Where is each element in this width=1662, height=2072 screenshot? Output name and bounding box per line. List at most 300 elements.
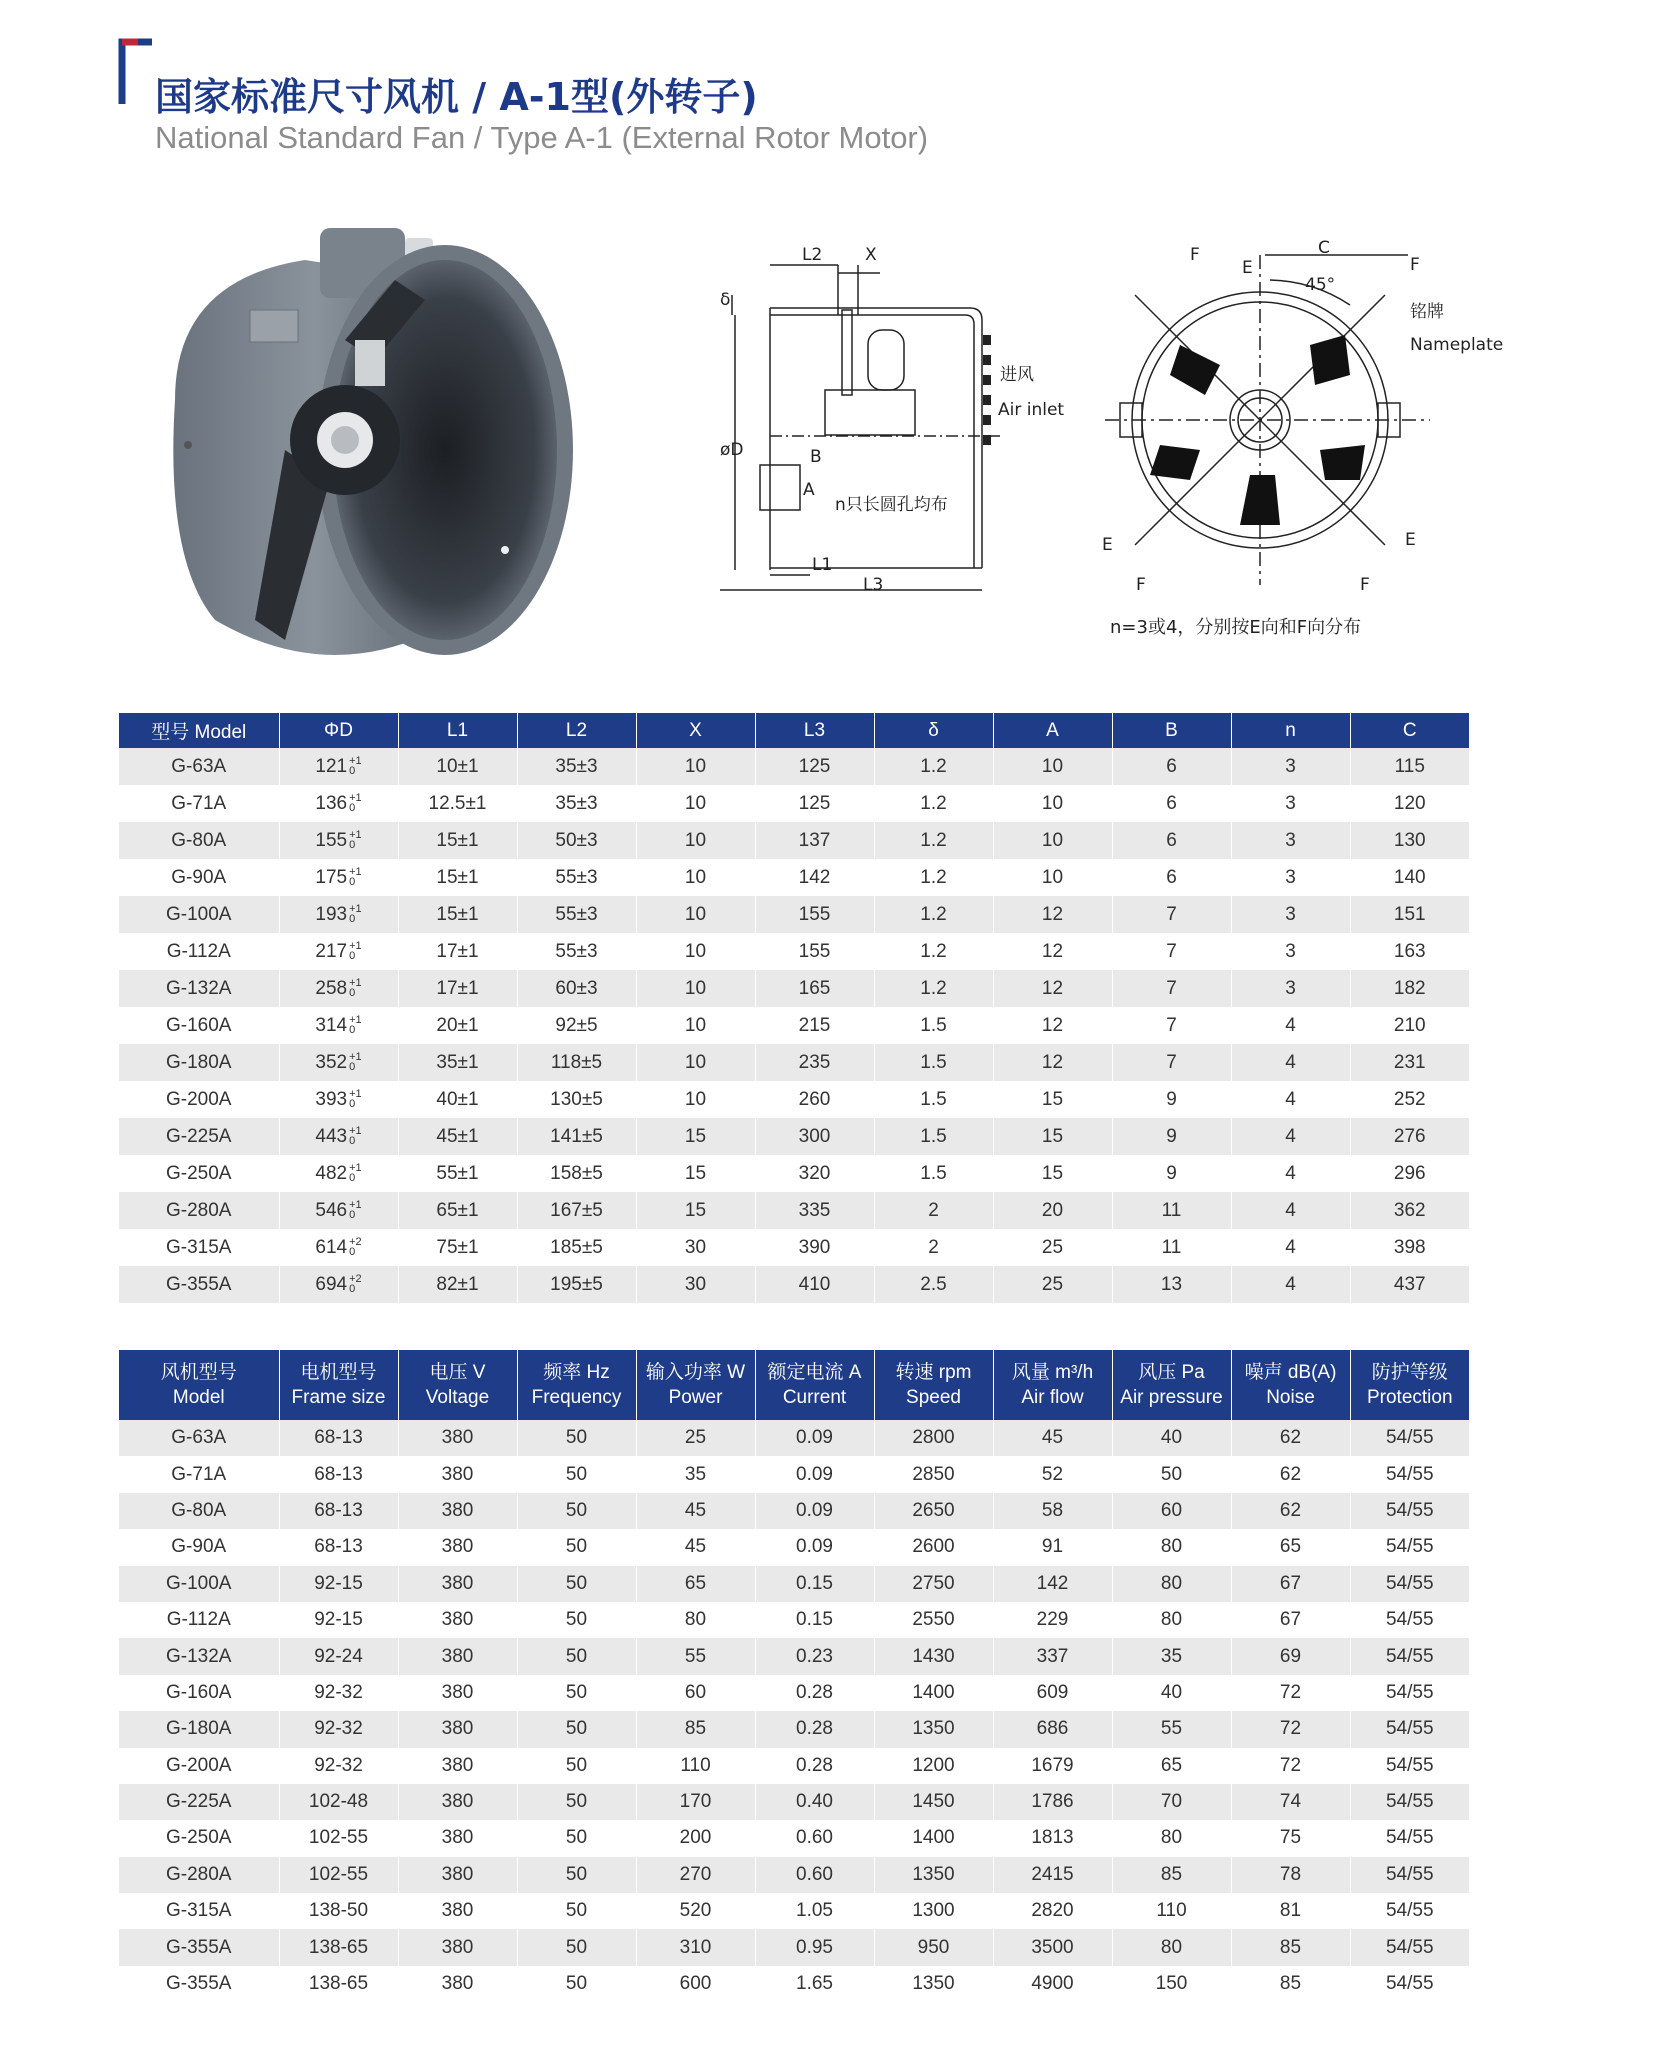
diameter-tolerance: +1 0 (349, 1199, 362, 1222)
table-cell-n: 3 (1231, 748, 1350, 785)
header-label-en: Voltage (425, 1387, 490, 1408)
table-cell-a: 10 (993, 859, 1112, 896)
table-cell: 92-15 (279, 1602, 398, 1638)
table-cell-x: 10 (636, 970, 755, 1007)
table-cell-l3: 165 (755, 970, 874, 1007)
table-cell: 380 (398, 1820, 517, 1856)
table-cell-d (279, 1266, 398, 1303)
diameter-value: 217 (315, 940, 348, 962)
table-cell: 138-65 (279, 1929, 398, 1965)
dim-label-l3: L3 (863, 575, 884, 595)
diameter-value: 175 (315, 866, 348, 888)
table-cell-b: 7 (1112, 1007, 1231, 1044)
column-header (636, 1350, 755, 1420)
direction-f-bottom-right: F (1360, 575, 1370, 595)
diameter-value: 614 (315, 1236, 348, 1258)
table-cell-d (279, 1229, 398, 1266)
table-cell: 1679 (993, 1748, 1112, 1784)
table-cell-l1: 35±1 (398, 1044, 517, 1081)
table-cell-l1: 20±1 (398, 1007, 517, 1044)
table-cell-b: 9 (1112, 1118, 1231, 1155)
column-header: B (1112, 713, 1231, 748)
table-cell: 72 (1231, 1675, 1350, 1711)
table-cell-l2: 130±5 (517, 1081, 636, 1118)
table-cell: G-180A (119, 1711, 279, 1747)
table-cell: 170 (636, 1784, 755, 1820)
diameter-tolerance: +1 0 (349, 755, 362, 778)
direction-f-top-right: F (1410, 255, 1420, 275)
table-cell: 54/55 (1350, 1493, 1469, 1529)
header-label-cn: 噪声 dB(A) (1244, 1362, 1337, 1383)
table-cell-l2: 55±3 (517, 859, 636, 896)
column-header (1350, 1350, 1469, 1420)
table-cell-x: 15 (636, 1155, 755, 1192)
table-cell-model: G-180A (119, 1044, 279, 1081)
table-cell: 2415 (993, 1857, 1112, 1893)
table-cell: 50 (517, 1566, 636, 1602)
table-cell-b: 7 (1112, 933, 1231, 970)
table-cell-d (279, 970, 398, 1007)
table-cell-l2: 35±3 (517, 785, 636, 822)
table-cell: 68-13 (279, 1493, 398, 1529)
table-cell-l1: 17±1 (398, 933, 517, 970)
table-cell-delta: 1.5 (874, 1081, 993, 1118)
column-header (755, 1350, 874, 1420)
table-cell: 85 (1231, 1929, 1350, 1965)
table-cell: 80 (1112, 1929, 1231, 1965)
table-cell-c: 252 (1350, 1081, 1469, 1118)
table-cell-a: 12 (993, 933, 1112, 970)
table-cell-x: 10 (636, 748, 755, 785)
side-view-drawing (720, 240, 1080, 610)
table-cell: 60 (636, 1675, 755, 1711)
table-cell: 110 (636, 1748, 755, 1784)
direction-e-top: E (1242, 258, 1253, 278)
header-label-en: Noise (1266, 1387, 1315, 1408)
column-header: n (1231, 713, 1350, 748)
table-cell: 50 (517, 1493, 636, 1529)
table-cell: 200 (636, 1820, 755, 1856)
table-row (119, 970, 1469, 1007)
table-cell-d (279, 822, 398, 859)
table-cell-b: 7 (1112, 896, 1231, 933)
table-cell: 380 (398, 1602, 517, 1638)
table-cell: 270 (636, 1857, 755, 1893)
table-row (119, 1044, 1469, 1081)
table-cell-l2: 185±5 (517, 1229, 636, 1266)
table-cell-model: G-112A (119, 933, 279, 970)
table-cell-l3: 125 (755, 748, 874, 785)
column-header (398, 1350, 517, 1420)
table-cell-l1: 17±1 (398, 970, 517, 1007)
column-header (1231, 1350, 1350, 1420)
table-cell-l3: 410 (755, 1266, 874, 1303)
table-cell-d (279, 1192, 398, 1229)
table-cell: 50 (517, 1966, 636, 2002)
table-cell-c: 362 (1350, 1192, 1469, 1229)
table-cell: G-132A (119, 1638, 279, 1674)
table-cell-l3: 320 (755, 1155, 874, 1192)
table-cell-delta: 1.5 (874, 1118, 993, 1155)
table-cell: 0.09 (755, 1420, 874, 1456)
dimensions-table-header (119, 713, 1469, 748)
table-cell-a: 12 (993, 1007, 1112, 1044)
page-subtitle: National Standard Fan / Type A-1 (External Rotor Motor) (155, 120, 929, 155)
table-cell: 0.09 (755, 1456, 874, 1492)
distribution-note: n=3或4，分别按E向和F向分布 (1110, 617, 1362, 638)
column-header: δ (874, 713, 993, 748)
table-cell: G-160A (119, 1675, 279, 1711)
table-cell-model: G-315A (119, 1229, 279, 1266)
table-cell-c: 115 (1350, 748, 1469, 785)
table-cell: 0.60 (755, 1857, 874, 1893)
table-cell-a: 12 (993, 970, 1112, 1007)
table-cell: 102-55 (279, 1820, 398, 1856)
table-row (119, 1675, 1469, 1711)
table-cell-l3: 300 (755, 1118, 874, 1155)
table-cell-x: 30 (636, 1266, 755, 1303)
dim-label-a: A (803, 480, 815, 500)
table-cell-l2: 50±3 (517, 822, 636, 859)
table-cell: 58 (993, 1493, 1112, 1529)
diameter-value: 136 (315, 792, 348, 814)
table-cell-l3: 137 (755, 822, 874, 859)
table-cell-d (279, 1007, 398, 1044)
table-cell: 50 (517, 1602, 636, 1638)
table-cell-c: 276 (1350, 1118, 1469, 1155)
table-cell: 50 (517, 1857, 636, 1893)
table-cell: 380 (398, 1748, 517, 1784)
table-cell: 0.09 (755, 1529, 874, 1565)
table-cell-x: 10 (636, 785, 755, 822)
table-cell-a: 25 (993, 1229, 1112, 1266)
header-label-en: Frame size (291, 1387, 386, 1408)
direction-e-bottom-right: E (1405, 530, 1416, 550)
table-cell-c: 296 (1350, 1155, 1469, 1192)
table-cell-x: 10 (636, 933, 755, 970)
table-cell-l1: 75±1 (398, 1229, 517, 1266)
diameter-tolerance: +1 0 (349, 977, 362, 1000)
table-cell: 60 (1112, 1493, 1231, 1529)
table-cell-l2: 35±3 (517, 748, 636, 785)
holes-note: n只长圆孔均布 (835, 495, 948, 515)
table-cell-x: 30 (636, 1229, 755, 1266)
table-row (119, 1420, 1469, 1456)
table-cell: 50 (517, 1893, 636, 1929)
table-cell: 55 (1112, 1711, 1231, 1747)
dim-label-delta: δ (720, 290, 731, 310)
table-cell-delta: 1.2 (874, 859, 993, 896)
table-cell: G-280A (119, 1857, 279, 1893)
table-cell-c: 231 (1350, 1044, 1469, 1081)
table-cell: G-355A (119, 1966, 279, 2002)
table-cell: 138-50 (279, 1893, 398, 1929)
table-cell: 50 (517, 1529, 636, 1565)
table-cell: 50 (517, 1638, 636, 1674)
table-cell-l3: 155 (755, 896, 874, 933)
table-cell: 72 (1231, 1711, 1350, 1747)
table-cell: 80 (1112, 1820, 1231, 1856)
table-cell-model: G-280A (119, 1192, 279, 1229)
diameter-value: 393 (315, 1088, 348, 1110)
table-cell-l2: 158±5 (517, 1155, 636, 1192)
table-cell-a: 10 (993, 785, 1112, 822)
table-cell: 337 (993, 1638, 1112, 1674)
header-label-en: Protection (1366, 1387, 1453, 1408)
table-cell-n: 3 (1231, 822, 1350, 859)
table-row (119, 1007, 1469, 1044)
diameter-tolerance: +1 0 (349, 903, 362, 926)
table-cell-model: G-132A (119, 970, 279, 1007)
table-cell: 75 (1231, 1820, 1350, 1856)
table-cell: 380 (398, 1529, 517, 1565)
diameter-value: 482 (315, 1162, 348, 1184)
diameter-value: 155 (315, 829, 348, 851)
table-cell: 35 (1112, 1638, 1231, 1674)
table-cell: 92-15 (279, 1566, 398, 1602)
table-cell: 54/55 (1350, 1820, 1469, 1856)
table-cell: 686 (993, 1711, 1112, 1747)
table-cell-l3: 235 (755, 1044, 874, 1081)
table-row (119, 1893, 1469, 1929)
diameter-value: 352 (315, 1051, 348, 1073)
table-cell: 609 (993, 1675, 1112, 1711)
table-row (119, 1929, 1469, 1965)
table-cell: 68-13 (279, 1456, 398, 1492)
table-cell: 54/55 (1350, 1748, 1469, 1784)
table-cell: 0.15 (755, 1602, 874, 1638)
dim-label-c: C (1318, 238, 1330, 258)
table-row (119, 1602, 1469, 1638)
table-cell-delta: 2.5 (874, 1266, 993, 1303)
diameter-tolerance: +1 0 (349, 1051, 362, 1074)
dim-label-phi-d: øD (720, 440, 744, 460)
table-cell: 142 (993, 1566, 1112, 1602)
header-label-en: Frequency (531, 1387, 622, 1408)
table-cell-delta: 1.5 (874, 1007, 993, 1044)
table-cell: G-90A (119, 1529, 279, 1565)
table-row (119, 1266, 1469, 1303)
table-cell: 54/55 (1350, 1566, 1469, 1602)
table-cell-b: 9 (1112, 1155, 1231, 1192)
table-cell-delta: 1.2 (874, 970, 993, 1007)
table-cell: 1350 (874, 1966, 993, 2002)
table-cell-l2: 60±3 (517, 970, 636, 1007)
table-cell: 92-32 (279, 1675, 398, 1711)
table-cell-n: 4 (1231, 1192, 1350, 1229)
column-header: L1 (398, 713, 517, 748)
table-cell-n: 3 (1231, 859, 1350, 896)
table-cell: 1400 (874, 1820, 993, 1856)
diameter-value: 546 (315, 1199, 348, 1221)
table-cell: 380 (398, 1456, 517, 1492)
table-cell: 110 (1112, 1893, 1231, 1929)
diameter-value: 193 (315, 903, 348, 925)
table-cell: 0.28 (755, 1711, 874, 1747)
table-cell: 62 (1231, 1420, 1350, 1456)
dim-label-x: X (865, 245, 877, 265)
table-cell-d (279, 1081, 398, 1118)
table-cell-l1: 55±1 (398, 1155, 517, 1192)
table-cell: 54/55 (1350, 1602, 1469, 1638)
header-label-cn: 额定电流 A (767, 1362, 862, 1383)
table-cell-l2: 92±5 (517, 1007, 636, 1044)
diameter-tolerance: +1 0 (349, 792, 362, 815)
table-cell-x: 10 (636, 1081, 755, 1118)
table-cell-n: 3 (1231, 933, 1350, 970)
header-label-en: Power (668, 1387, 723, 1408)
table-cell: 25 (636, 1420, 755, 1456)
table-cell-delta: 1.5 (874, 1155, 993, 1192)
table-cell-n: 3 (1231, 785, 1350, 822)
table-cell-x: 10 (636, 859, 755, 896)
table-cell-l3: 335 (755, 1192, 874, 1229)
table-cell-d (279, 859, 398, 896)
table-cell: 380 (398, 1784, 517, 1820)
table-cell-l2: 55±3 (517, 896, 636, 933)
table-cell: 74 (1231, 1784, 1350, 1820)
dim-label-l1: L1 (812, 555, 833, 575)
table-cell-c: 163 (1350, 933, 1469, 970)
direction-f-top-left: F (1190, 245, 1200, 265)
table-cell-delta: 1.2 (874, 785, 993, 822)
table-cell-c: 151 (1350, 896, 1469, 933)
table-cell-delta: 1.2 (874, 822, 993, 859)
column-header (874, 1350, 993, 1420)
table-cell: 68-13 (279, 1420, 398, 1456)
table-cell-a: 15 (993, 1155, 1112, 1192)
table-cell-n: 3 (1231, 970, 1350, 1007)
table-cell-d (279, 748, 398, 785)
table-row (119, 1529, 1469, 1565)
table-cell: 54/55 (1350, 1456, 1469, 1492)
diameter-tolerance: +1 0 (349, 1014, 362, 1037)
table-cell: 45 (636, 1493, 755, 1529)
table-cell-l2: 141±5 (517, 1118, 636, 1155)
column-header (279, 1350, 398, 1420)
table-cell-c: 437 (1350, 1266, 1469, 1303)
header-label-cn: 风压 Pa (1138, 1362, 1205, 1383)
table-cell: 85 (1231, 1966, 1350, 2002)
column-header: C (1350, 713, 1469, 748)
table-cell-c: 182 (1350, 970, 1469, 1007)
table-cell: G-63A (119, 1420, 279, 1456)
table-cell: 138-65 (279, 1966, 398, 2002)
header-label-en: Current (782, 1387, 847, 1408)
table-cell: 0.95 (755, 1929, 874, 1965)
table-cell: 2850 (874, 1456, 993, 1492)
table-cell: 40 (1112, 1420, 1231, 1456)
table-cell: 52 (993, 1456, 1112, 1492)
table-cell-b: 9 (1112, 1081, 1231, 1118)
table-cell-b: 11 (1112, 1192, 1231, 1229)
table-cell-n: 4 (1231, 1266, 1350, 1303)
table-cell-delta: 2 (874, 1229, 993, 1266)
page-title: 国家标准尺寸风机 / A-1型(外转子) (155, 75, 758, 119)
table-cell: 50 (517, 1711, 636, 1747)
table-cell: 4900 (993, 1966, 1112, 2002)
table-cell: 150 (1112, 1966, 1231, 2002)
table-cell-l3: 155 (755, 933, 874, 970)
table-cell-l1: 45±1 (398, 1118, 517, 1155)
table-cell: G-80A (119, 1493, 279, 1529)
diameter-value: 314 (315, 1014, 348, 1036)
table-cell-l2: 167±5 (517, 1192, 636, 1229)
table-cell-x: 10 (636, 822, 755, 859)
table-row (119, 1857, 1469, 1893)
table-row (119, 1229, 1469, 1266)
table-cell: 50 (517, 1820, 636, 1856)
table-cell: 55 (636, 1638, 755, 1674)
table-cell: 65 (636, 1566, 755, 1602)
table-cell-d (279, 1155, 398, 1192)
header-label-cn: 风量 m³/h (1011, 1362, 1094, 1383)
table-cell-l1: 12.5±1 (398, 785, 517, 822)
table-cell-l1: 82±1 (398, 1266, 517, 1303)
column-header (517, 1350, 636, 1420)
table-cell-c: 130 (1350, 822, 1469, 859)
diameter-value: 443 (315, 1125, 348, 1147)
column-header: 型号 Model (119, 713, 279, 748)
table-cell: 54/55 (1350, 1784, 1469, 1820)
table-cell: G-250A (119, 1820, 279, 1856)
table-cell: 85 (1112, 1857, 1231, 1893)
table-cell-a: 20 (993, 1192, 1112, 1229)
table-cell: 380 (398, 1893, 517, 1929)
table-cell: 92-32 (279, 1748, 398, 1784)
table-row (119, 896, 1469, 933)
table-cell: 950 (874, 1929, 993, 1965)
table-cell: 67 (1231, 1566, 1350, 1602)
diameter-tolerance: +1 0 (349, 940, 362, 963)
performance-table (119, 1350, 1469, 2002)
table-row (119, 1192, 1469, 1229)
table-cell-delta: 2 (874, 1192, 993, 1229)
table-cell: 520 (636, 1893, 755, 1929)
table-cell-b: 11 (1112, 1229, 1231, 1266)
performance-table-header (119, 1350, 1469, 1420)
table-cell-a: 15 (993, 1081, 1112, 1118)
table-cell-model: G-80A (119, 822, 279, 859)
table-cell: 2650 (874, 1493, 993, 1529)
table-cell: 78 (1231, 1857, 1350, 1893)
table-cell: 50 (517, 1456, 636, 1492)
table-cell-l3: 215 (755, 1007, 874, 1044)
dim-label-b: B (810, 447, 822, 467)
table-cell-n: 4 (1231, 1229, 1350, 1266)
table-cell-l1: 10±1 (398, 748, 517, 785)
table-cell: 50 (517, 1929, 636, 1965)
table-cell: 2820 (993, 1893, 1112, 1929)
diameter-tolerance: +2 0 (349, 1273, 362, 1296)
table-cell: 40 (1112, 1675, 1231, 1711)
table-cell: 92-32 (279, 1711, 398, 1747)
table-cell: 1786 (993, 1784, 1112, 1820)
header-label-en: Speed (906, 1387, 961, 1408)
table-cell: 0.09 (755, 1493, 874, 1529)
table-cell-b: 6 (1112, 859, 1231, 896)
title-bracket (118, 38, 152, 104)
table-cell-l3: 390 (755, 1229, 874, 1266)
table-cell: 92-24 (279, 1638, 398, 1674)
table-cell-n: 4 (1231, 1118, 1350, 1155)
table-cell: 81 (1231, 1893, 1350, 1929)
column-header (119, 1350, 279, 1420)
table-cell-a: 12 (993, 896, 1112, 933)
table-cell-b: 7 (1112, 970, 1231, 1007)
table-cell: 70 (1112, 1784, 1231, 1820)
table-cell: G-355A (119, 1929, 279, 1965)
